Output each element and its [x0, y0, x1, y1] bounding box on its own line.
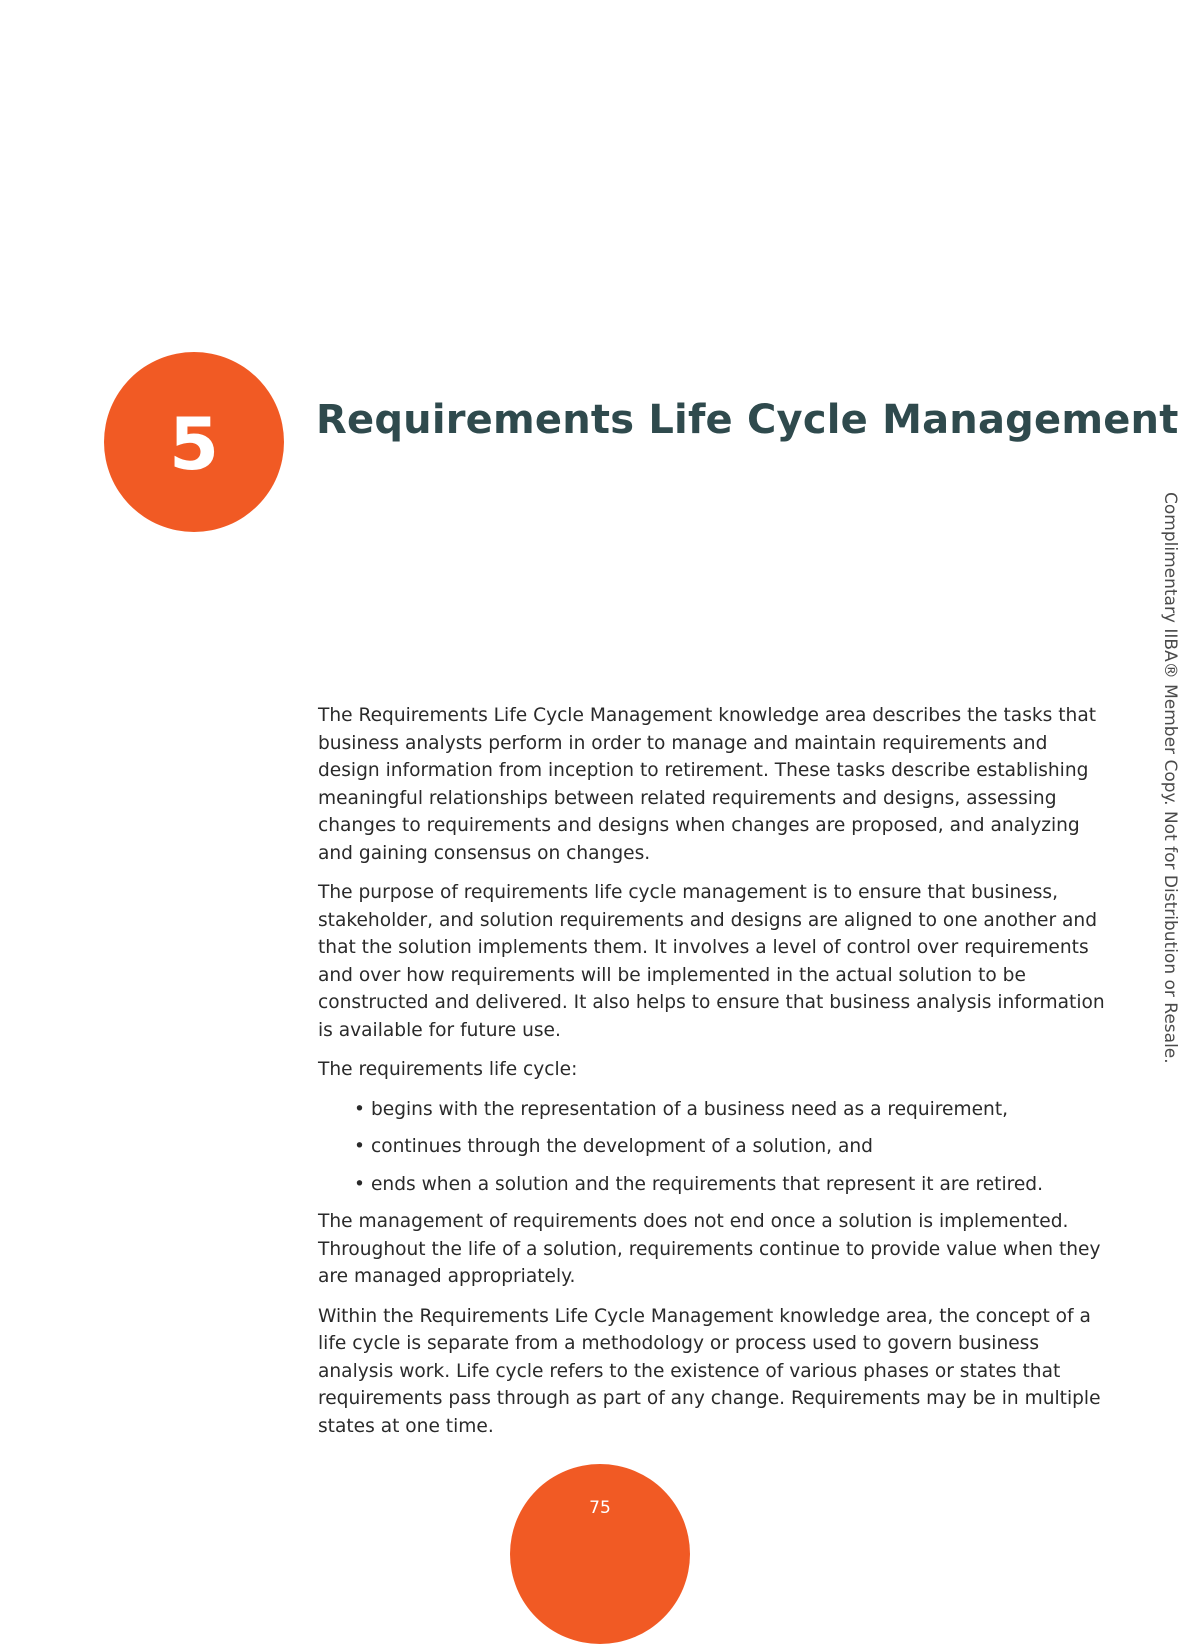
- page-number-tab: [510, 1464, 690, 1644]
- intro-paragraph: The Requirements Life Cycle Management knowledge area describes the tasks that business analysts perform in order to manage and maintain requirements and design information from inception to retirement. These tasks describe establishing meaningful relationships between related requirements and designs, assessing changes to requirements and designs when changes are proposed, and analyzing and gaining consensus on changes.: [318, 705, 1097, 864]
- chapter-body: [318, 702, 1108, 1452]
- list-item: • begins with the representation of a business need as a requirement,: [354, 1096, 1108, 1124]
- page-number: 75: [589, 1498, 611, 1518]
- list-item: • continues through the development of a solution, and: [354, 1133, 1108, 1161]
- copyright-side-note: Complimentary IIBA® Member Copy. Not for Distribution or Resale.: [1160, 492, 1180, 1064]
- chapter-title: Requirements Life Cycle Management: [316, 397, 1179, 443]
- life-cycle-list: [318, 1096, 1108, 1199]
- management-paragraph: The management of requirements does not end once a solution is implemented. Throughout the life of a solution, requirements continue to provide value when they are managed appropriately.: [318, 1211, 1101, 1287]
- list-item: • ends when a solution and the requirements that represent it are retired.: [354, 1171, 1108, 1199]
- purpose-paragraph: The purpose of requirements life cycle management is to ensure that business, stakeholder, and solution requirements and designs are aligned to one another and that the solution implements them. It involves a level of control over requirements and over how requirements will be implemented in the actual solution to be constructed and delivered. It also helps to ensure that business analysis information is available for future use.: [318, 882, 1105, 1041]
- chapter-number: 5: [168, 402, 220, 486]
- chapter-badge: [104, 352, 284, 532]
- concept-paragraph: Within the Requirements Life Cycle Management knowledge area, the concept of a life cycle is separate from a methodology or process used to govern business analysis work. Life cycle refers to the existence of various phases or states that requirements pass through as part of any change. Requirements may be in multiple states at one time.: [318, 1305, 1101, 1437]
- life-cycle-lead-in: The requirements life cycle:: [318, 1059, 578, 1080]
